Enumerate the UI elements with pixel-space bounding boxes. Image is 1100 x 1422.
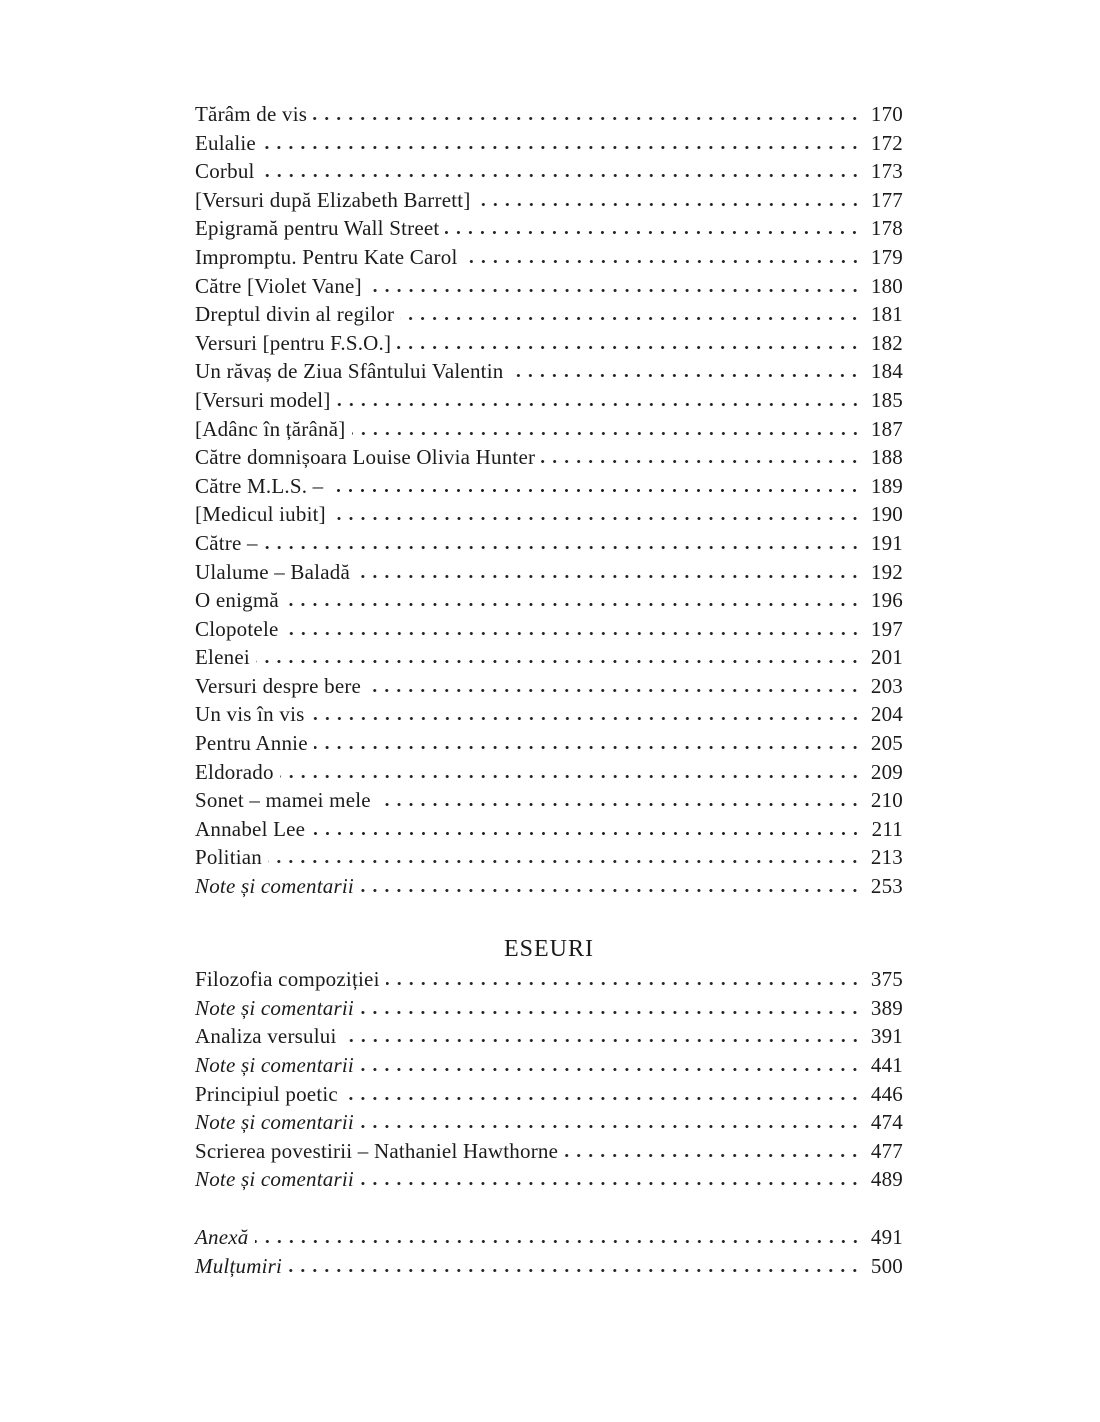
toc-entry <box>195 786 903 815</box>
toc-entry <box>195 615 903 644</box>
toc-entry <box>195 1252 903 1281</box>
entry-title: [Adânc în țărână] <box>195 416 346 441</box>
toc-entry <box>195 843 903 872</box>
dot-leader <box>288 1268 861 1273</box>
toc-entry <box>195 1223 903 1252</box>
entry-title: Note și comentarii <box>195 1110 354 1135</box>
dot-leader <box>264 545 861 550</box>
entry-title: Filozofia compoziției <box>195 967 380 992</box>
entry-page-number: 209 <box>870 759 903 784</box>
dot-leader <box>564 1153 861 1158</box>
entry-title: Anexă <box>195 1224 249 1249</box>
dot-leader <box>464 259 861 264</box>
entry-title: Impromptu. Pentru Kate Carol <box>195 244 458 269</box>
entry-page-number: 187 <box>870 416 903 441</box>
toc-entry <box>195 186 903 215</box>
toc-entry <box>195 643 903 672</box>
toc-entry <box>195 729 903 758</box>
toc-entry <box>195 994 903 1023</box>
entry-page-number: 188 <box>870 445 903 470</box>
entry-title: Către M.L.S. – <box>195 473 324 498</box>
entry-title: Principiul poetic <box>195 1081 338 1106</box>
entry-page-number: 182 <box>870 330 903 355</box>
toc-section <box>195 100 903 901</box>
entry-page-number: 179 <box>870 244 903 269</box>
entry-title: Note și comentarii <box>195 995 354 1020</box>
entry-page-number: 196 <box>870 588 903 613</box>
toc-entry <box>195 243 903 272</box>
entry-page-number: 177 <box>870 187 903 212</box>
entry-page-number: 170 <box>870 102 903 126</box>
dot-leader <box>352 431 861 436</box>
entry-page-number: 178 <box>870 216 903 241</box>
entry-page-number: 213 <box>870 845 903 870</box>
entry-page-number: 477 <box>870 1138 903 1163</box>
toc-entry <box>195 529 903 558</box>
entry-page-number: 191 <box>870 530 903 555</box>
dot-leader <box>311 831 861 836</box>
entry-page-number: 211 <box>871 816 903 841</box>
toc-entry <box>195 1051 903 1080</box>
dot-leader <box>343 1038 861 1043</box>
entry-page-number: 389 <box>870 995 903 1020</box>
entry-title: Pentru Annie <box>195 731 308 756</box>
dot-leader <box>261 173 861 178</box>
dot-leader <box>360 1181 861 1186</box>
toc-entry <box>195 758 903 787</box>
entry-title: [Versuri model] <box>195 387 331 412</box>
dot-leader <box>262 145 861 150</box>
entry-title: Ulalume – Baladă <box>195 559 350 584</box>
dot-leader <box>311 716 861 721</box>
dot-leader <box>285 602 861 607</box>
entry-title: Note și comentarii <box>195 874 354 899</box>
entry-page-number: 375 <box>870 967 903 992</box>
dot-leader <box>360 1010 861 1015</box>
toc-section <box>195 1223 903 1280</box>
dot-leader <box>337 402 861 407</box>
toc-entry <box>195 672 903 701</box>
dot-leader <box>329 488 861 493</box>
dot-leader <box>280 774 861 779</box>
toc-entry <box>195 214 903 243</box>
entry-title: Corbul <box>195 159 255 184</box>
entry-page-number: 180 <box>870 273 903 298</box>
entry-title: Note și comentarii <box>195 1167 354 1192</box>
entry-title: Analiza versului <box>195 1024 337 1049</box>
toc-entry <box>195 1080 903 1109</box>
entry-page-number: 184 <box>870 359 903 384</box>
entry-page-number: 189 <box>870 473 903 498</box>
toc-entry <box>195 1165 903 1194</box>
dot-leader <box>356 574 861 579</box>
entry-title: Versuri despre bere <box>195 673 362 698</box>
entry-title: Annabel Lee <box>195 816 306 841</box>
entry-page-number: 190 <box>870 502 903 527</box>
section-heading: ESEURI <box>504 935 594 962</box>
entry-title: Către domnișoara Louise Olivia Hunter <box>195 445 536 470</box>
entry-title: Dreptul divin al regilor <box>195 302 395 327</box>
dot-leader <box>397 345 861 350</box>
dot-leader <box>541 459 861 464</box>
toc-entry <box>195 1137 903 1166</box>
entry-title: O enigmă <box>195 588 279 613</box>
entry-page-number: 197 <box>870 616 903 641</box>
entry-title: Clopotele <box>195 616 279 641</box>
toc-entry <box>195 357 903 386</box>
toc-entry <box>195 472 903 501</box>
dot-leader <box>368 288 861 293</box>
entry-page-number: 489 <box>870 1167 903 1192</box>
entry-page-number: 205 <box>870 731 903 756</box>
toc-entry <box>195 329 903 358</box>
toc-entry <box>195 300 903 329</box>
entry-title: Politian <box>195 845 263 870</box>
entry-title: Către [Violet Vane] <box>195 273 362 298</box>
dot-leader <box>256 659 861 664</box>
entry-page-number: 210 <box>870 788 903 813</box>
entry-title: Scrierea povestirii – Nathaniel Hawthorne <box>195 1138 559 1163</box>
toc-entry <box>195 129 903 158</box>
dot-leader <box>255 1239 861 1244</box>
entry-title: Epigramă pentru Wall Street <box>195 216 440 241</box>
entry-page-number: 441 <box>870 1053 903 1077</box>
entry-page-number: 173 <box>870 159 903 184</box>
entry-page-number: 253 <box>870 874 903 899</box>
dot-leader <box>377 802 861 807</box>
entry-title: Un vis în vis <box>195 702 305 727</box>
toc-entry <box>195 500 903 529</box>
entry-title: Un răvaș de Ziua Sfântului Valentin <box>195 359 504 384</box>
dot-leader <box>367 688 861 693</box>
toc-entry <box>195 100 903 129</box>
entry-page-number: 491 <box>870 1224 903 1249</box>
entry-title: Mulțumiri <box>195 1253 283 1278</box>
toc-entry <box>195 815 903 844</box>
toc-entry <box>195 586 903 615</box>
entry-title: Eulalie <box>195 130 256 155</box>
dot-leader <box>477 202 861 207</box>
toc-entry <box>195 1108 903 1137</box>
table-of-contents <box>195 100 903 1280</box>
entry-title: Versuri [pentru F.S.O.] <box>195 330 392 355</box>
toc-section <box>195 935 903 1194</box>
entry-page-number: 192 <box>870 559 903 584</box>
entry-page-number: 500 <box>870 1253 903 1278</box>
dot-leader <box>344 1096 861 1101</box>
toc-entry <box>195 558 903 587</box>
toc-entry <box>195 872 903 901</box>
entry-page-number: 172 <box>870 130 903 155</box>
toc-entry <box>195 415 903 444</box>
dot-leader <box>314 745 861 750</box>
toc-entry <box>195 157 903 186</box>
dot-leader <box>386 981 861 986</box>
entry-page-number: 201 <box>870 645 903 670</box>
toc-entry <box>195 443 903 472</box>
entry-title: Sonet – mamei mele <box>195 788 371 813</box>
entry-page-number: 203 <box>870 673 903 698</box>
entry-title: [Versuri după Elizabeth Barrett] <box>195 187 471 212</box>
entry-page-number: 474 <box>870 1110 903 1135</box>
entry-page-number: 185 <box>870 387 903 412</box>
toc-entry <box>195 386 903 415</box>
entry-page-number: 391 <box>870 1024 903 1049</box>
dot-leader <box>509 373 860 378</box>
toc-entry <box>195 965 903 994</box>
dot-leader <box>360 1124 861 1129</box>
toc-entry <box>195 700 903 729</box>
entry-page-number: 446 <box>870 1081 903 1106</box>
dot-leader <box>360 888 861 893</box>
entry-title: Către – <box>195 530 258 555</box>
toc-entry <box>195 1022 903 1051</box>
toc-entry <box>195 272 903 301</box>
entry-title: Tărâm de vis <box>195 102 308 126</box>
dot-leader <box>268 859 861 864</box>
entry-title: Note și comentarii <box>195 1053 354 1077</box>
dot-leader <box>285 631 861 636</box>
entry-title: Elenei <box>195 645 250 670</box>
entry-page-number: 204 <box>870 702 903 727</box>
entry-title: Eldorado <box>195 759 274 784</box>
entry-title: [Medicul iubit] <box>195 502 326 527</box>
entry-page-number: 181 <box>870 302 903 327</box>
dot-leader <box>332 516 861 521</box>
dot-leader <box>360 1067 861 1072</box>
dot-leader <box>445 230 860 235</box>
dot-leader <box>313 116 861 121</box>
dot-leader <box>400 316 861 321</box>
